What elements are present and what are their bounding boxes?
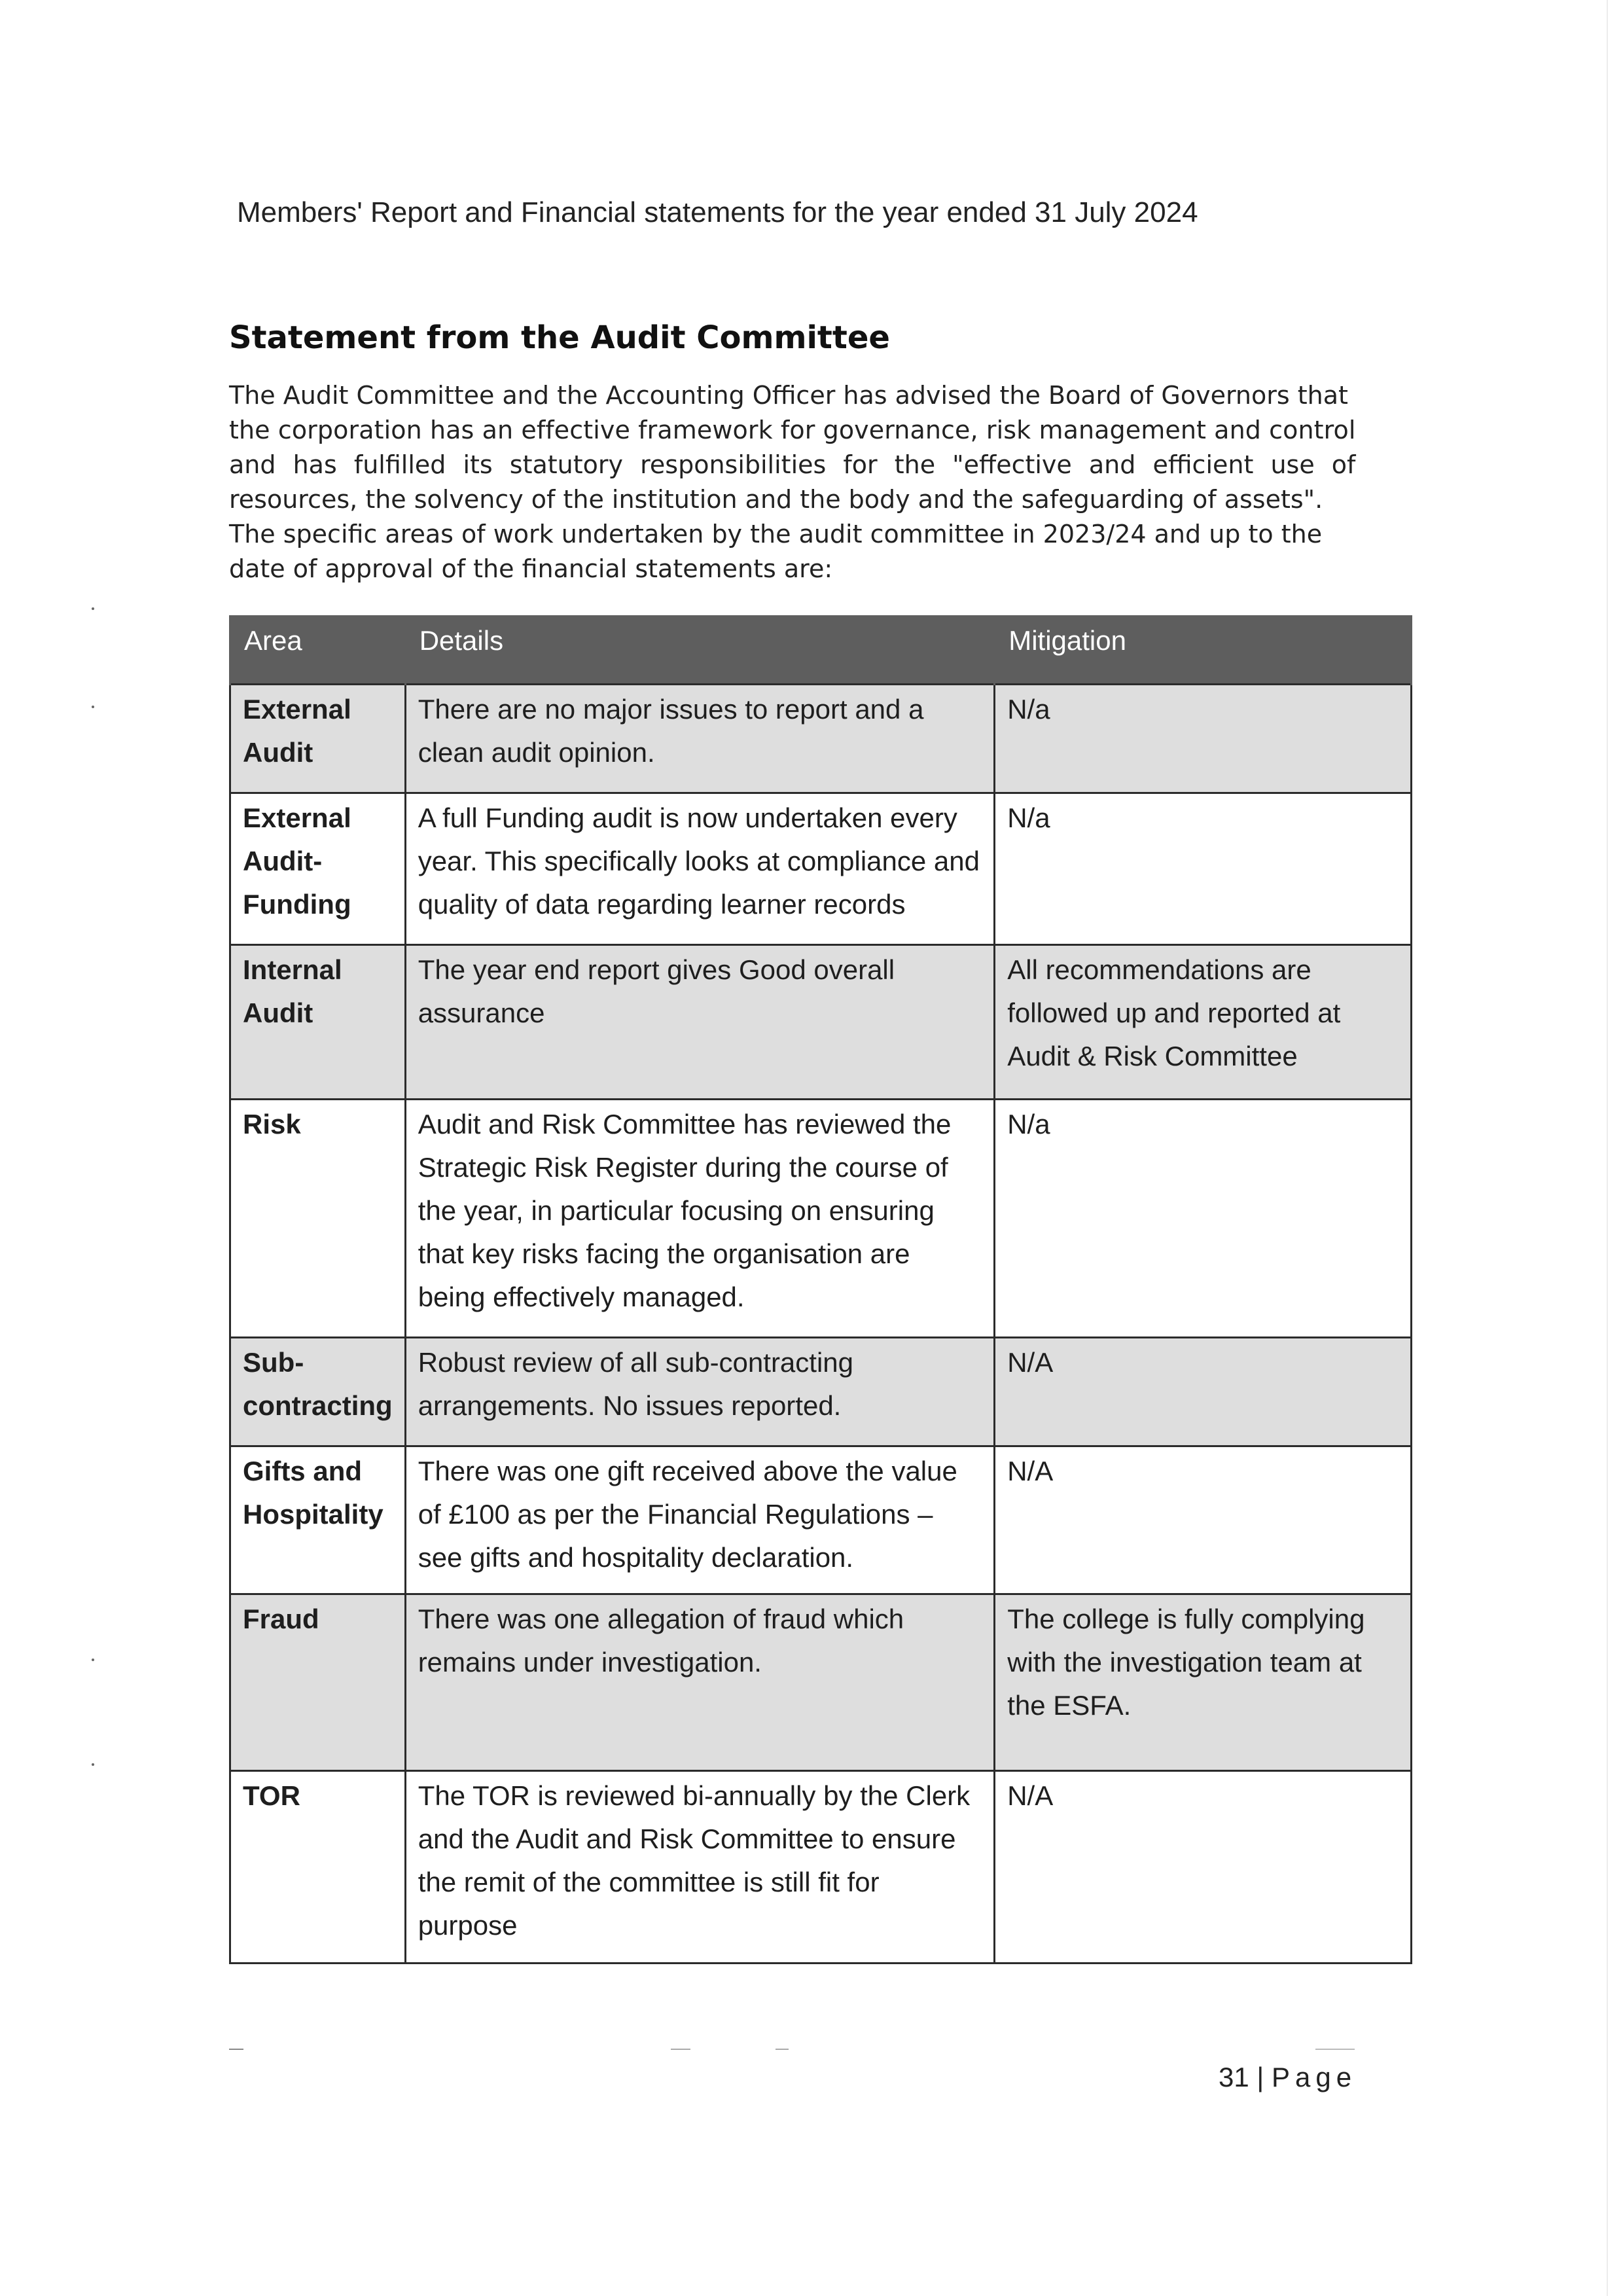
audit-areas-table [229, 615, 1412, 1964]
table-row [230, 1771, 1412, 1964]
details-cell: Audit and Risk Committee has reviewed the Strategic Risk Register during the course of the year, in particular focusing on ensuring that key risks facing the organisation are being effectively managed. [405, 1100, 995, 1338]
details-cell: There was one gift received above the value of £100 as per the Financial Regulations – see gifts and hospitality declaration. [405, 1446, 995, 1594]
intro-line: The specific areas of work undertaken by the audit committee in 2023/24 and up to the [229, 520, 1323, 548]
details-cell: There was one allegation of fraud which remains under investigation. [405, 1594, 995, 1771]
table-header-row [230, 615, 1412, 685]
details-cell: The year end report gives Good overall assurance [405, 945, 995, 1100]
page-number-value: 31 [1219, 2062, 1249, 2092]
table-row [230, 1100, 1412, 1338]
area-cell: Risk [230, 1100, 406, 1338]
footer-rule [776, 2049, 789, 2050]
header-mitigation: Mitigation [995, 615, 1412, 685]
table-row [230, 945, 1412, 1100]
page-number-label: Page [1271, 2062, 1357, 2092]
header-details: Details [405, 615, 995, 685]
details-cell: Robust review of all sub-contracting arrangements. No issues reported. [405, 1338, 995, 1446]
running-header: Members' Report and Financial statements for the year ended 31 July 2024 [237, 196, 1198, 228]
mitigation-cell: The college is fully complying with the investigation team at the ESFA. [995, 1594, 1412, 1771]
intro-line: date of approval of the financial statements are: [229, 554, 833, 583]
area-cell: External Audit [230, 685, 406, 793]
footer-rule [671, 2049, 690, 2050]
table-row [230, 1338, 1412, 1446]
table-row [230, 685, 1412, 793]
scan-speck [92, 1659, 94, 1661]
intro-paragraph [229, 378, 1380, 586]
mitigation-cell: N/a [995, 793, 1412, 945]
mitigation-cell: N/A [995, 1338, 1412, 1446]
page-number-separator: | [1257, 2062, 1264, 2092]
area-cell: TOR [230, 1771, 406, 1964]
area-cell: Sub-contracting [230, 1338, 406, 1446]
table-row [230, 793, 1412, 945]
intro-line: The Audit Committee and the Accounting Officer has advised the Board of Governors that [229, 381, 1348, 410]
table-row [230, 1446, 1412, 1594]
section-title: Statement from the Audit Committee [229, 319, 890, 356]
footer-rule [229, 2049, 243, 2050]
header-area: Area [230, 615, 406, 685]
mitigation-cell: N/a [995, 1100, 1412, 1338]
footer-rule [1315, 2049, 1355, 2050]
mitigation-cell: N/A [995, 1446, 1412, 1594]
details-cell: There are no major issues to report and a clean audit opinion. [405, 685, 995, 793]
scan-speck [92, 1763, 94, 1766]
mitigation-cell: N/a [995, 685, 1412, 793]
details-cell: The TOR is reviewed bi-annually by the Clerk and the Audit and Risk Committee to ensure the remit of the committee is still fit for purpose [405, 1771, 995, 1964]
intro-line: resources, the solvency of the institution and the body and the safeguarding of assets". [229, 485, 1323, 514]
scan-speck [92, 706, 94, 708]
mitigation-cell: N/A [995, 1771, 1412, 1964]
scan-speck [92, 607, 94, 610]
details-cell: A full Funding audit is now undertaken every year. This specifically looks at compliance and quality of data regarding learner records [405, 793, 995, 945]
area-cell: Internal Audit [230, 945, 406, 1100]
intro-line: the corporation has an effective framework for governance, risk management and control [229, 416, 1356, 444]
mitigation-cell: All recommendations are followed up and reported at Audit & Risk Committee [995, 945, 1412, 1100]
area-cell: Gifts and Hospitality [230, 1446, 406, 1594]
intro-line: and has fulfilled its statutory responsibilities for the "effective and efficient use of [229, 450, 1356, 479]
area-cell: External Audit-Funding [230, 793, 406, 945]
scan-edge [1607, 0, 1608, 2296]
table-row [230, 1594, 1412, 1771]
area-cell: Fraud [230, 1594, 406, 1771]
page-number [1219, 2062, 1357, 2093]
